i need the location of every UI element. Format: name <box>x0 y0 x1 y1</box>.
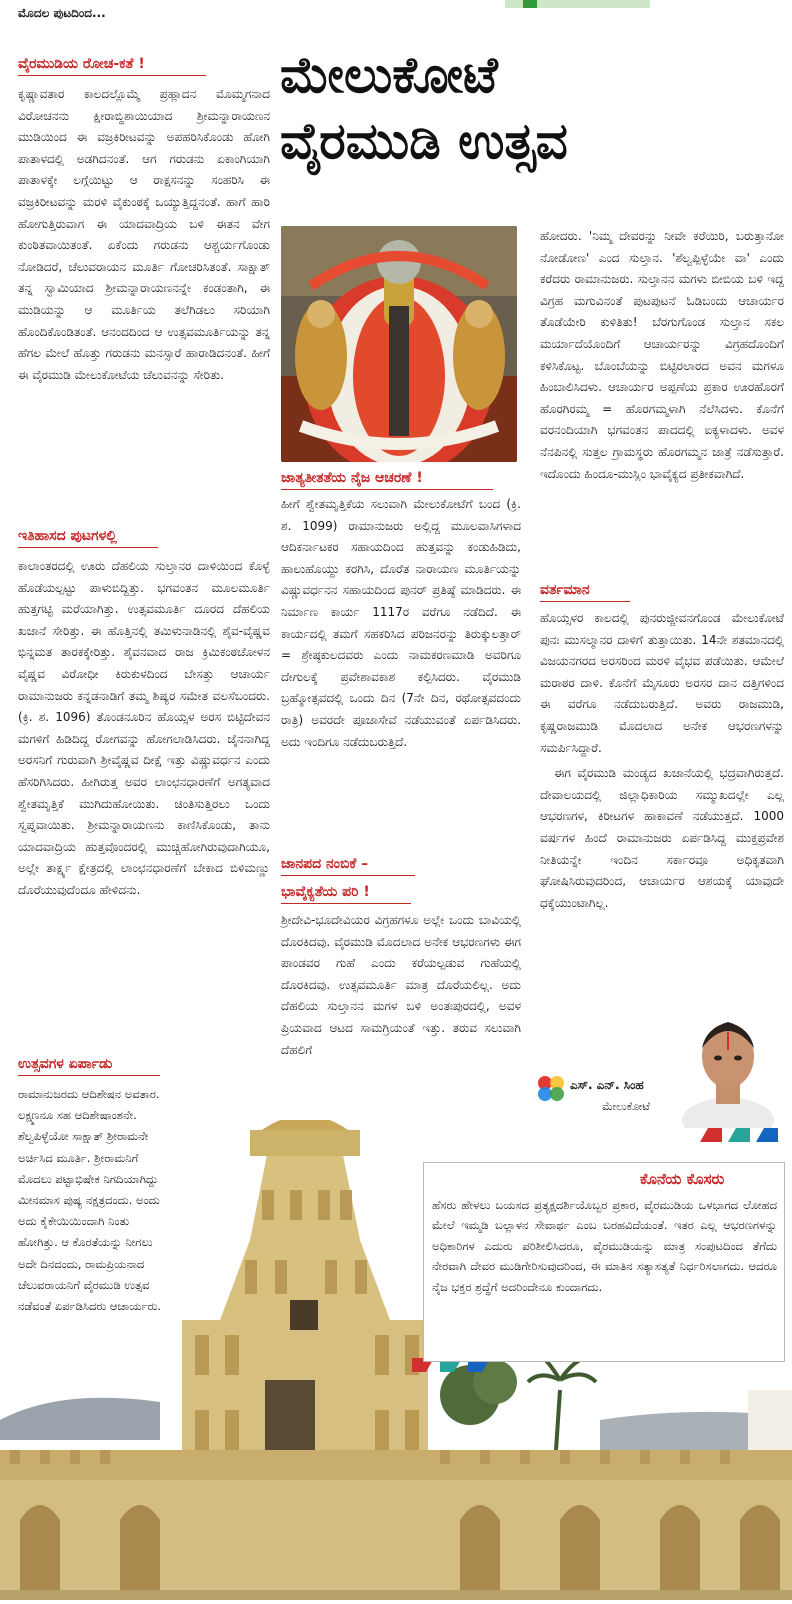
sidebar-box-text: ಹೆಸರು ಹೇಳಲು ಬಯಸದ ಪ್ರತ್ಯಕ್ಷದರ್ಶಿಯೊಬ್ಬರ ಪ್ರಕಾರ, ವೈರಮುಡಿಯ ಒಳಭಾಗದ ಲೋಹದ ಮೇಲೆ ಇಮ್ಮಡಿ ಬಲ್ಲಾಳನ ಸೇವಾರ್ಥ ಎಂಬ ಬರಹವಿದೆಯಂತೆ. ಇತರ ಎಲ್ಲ ಆಭರಣಗಳನ್ನು ಅಧಿಕಾರಿಗಳ ಎದುರು ಪರಿಶೀಲಿಸಿದರೂ, ವೈರಮುಡಿಯನ್ನು ಮಾತ್ರ ಸಂಪುಟದಿಂದ ತೆಗೆದು ನೇರವಾಗಿ ದೇವರ ಮುಡಿಗೇರಿಸುವುದರಿಂದ, ಈ ಮಾತಿನ ಸತ್ಯಾಸತ್ಯತೆ ನಿರ್ಧರಿಸಲಾಗದು. ಆದರೂ ನೈಜ ಭಕ್ತರ ಶ್ರದ್ಧೆಗೆ ಅದರಿಂದೇನೂ ಕುಂದಾಗದು. <box>432 1198 777 1294</box>
ribbon-decoration <box>700 1124 780 1142</box>
deity-photo-art <box>281 226 517 462</box>
author-location: ಮೇಲುಕೋಟೆ <box>602 1100 650 1113</box>
section-title-secular-practice: ಜಾತ್ಯತೀತತೆಯ ನೈಜ ಆಚರಣೆ ! <box>281 470 493 490</box>
deity-photo <box>281 226 517 462</box>
section-title-utsava-arrangements: ಉತ್ಸವಗಳ ಏರ್ಪಾಡು <box>18 1056 160 1076</box>
article-text-folk-belief: ಶ್ರೀದೇವಿ-ಭೂದೇವಿಯರ ವಿಗ್ರಹಗಳೂ ಅಲ್ಲೇ ಒಂದು ಬಾವಿಯಲ್ಲಿ ದೊರಕಿದವು. ವೈರಮುಡಿ ಮೊದಲಾದ ಅನೇಕ ಆಭರಣಗಳು ಈಗ ಪಾಂಡವರ ಗುಹೆ ಎಂದು ಕರೆಯಲ್ಪಡುವ ಗುಹೆಯಲ್ಲಿ ದೊರಕಿದವು. ಉತ್ಸವಮೂರ್ತಿ ಮಾತ್ರ ದೊರೆಯಲಿಲ್ಲ. ಅದು ದೆಹಲಿಯ ಸುಲ್ತಾನನ ಮಗಳ ಬಳಿ ಅಂತಃಪುರದಲ್ಲಿ, ಅವಳ ಪ್ರಿಯವಾದ ಆಟದ ಸಾಮಗ್ರಿಯಂತೆ ಇತ್ತು. ತರುವ ಸಲುವಾಗಿ ದೆಹಲಿಗೆ <box>281 913 521 1057</box>
article-text-vairamudi-story: ಕೃಷ್ಣಾವತಾರ ಕಾಲದಲ್ಲೊಮ್ಮೆ ಪ್ರಹ್ಲಾದನ ಮೊಮ್ಮಗನಾದ ವಿರೋಚನನು ಕ್ಷೀರಾಬ್ಧಿಶಾಯಿಯಾದ ಶ್ರೀಮನ್ನಾರಾಯಣನ ಮುಡಿಯಿಂದ ಈ ವಜ್ರಕಿರೀಟವನ್ನು ಅಪಹರಿಸಿಕೊಂಡು ಹೋಗಿ ಪಾತಾಳದಲ್ಲಿ ಅಡಗಿದನಂತೆ. ಆಗ ಗರುಡನು ಏಕಾಂಗಿಯಾಗಿ ಪಾತಾಳಕ್ಕೇ ಲಗ್ಗೆಯಿಟ್ಟು ಆ ರಾಕ್ಷಸನನ್ನು ಸಂಹರಿಸಿ ಈ ವಜ್ರಕಿರೀಟವನ್ನು ಮರಳಿ ವೈಕುಂಠಕ್ಕೆ ಒಯ್ಯುತ್ತಿದ್ದನಂತೆ. ಹಾಗೆ ಹಾರಿ ಹೋಗುತ್ತಿರುವಾಗ ಈ ಯಾದವಾದ್ರಿಯ ಬಳಿ ಈತನ ವೇಗ ಕುಂಠಿತವಾಯಿತಂತೆ. ಏಕೆಂದು ಗರುಡನು ಆಶ್ಚರ್ಯಗೊಂಡು ನೋಡಿದರೆ, ಚೆಲುವರಾಯನ ಮೂರ್ತಿ ಗೋಚರಿಸಿತಂತೆ. ಸಾಕ್ಷಾತ್ ತನ್ನ ಸ್ವಾಮಿಯಾದ ಶ್ರೀಮನ್ನಾರಾಯಣನನ್ನೇ ಕಂಡಂತಾಗಿ, ಈ ಮುಡಿಯನ್ನು ಆ ಮೂರ್ತಿಯ ತಲೆಗಿಡಲು ಸರಿಯಾಗಿ ಹೊಂದಿಕೊಂಡಿತಂತೆ. ಆನಂದದಿಂದ ಆ ಉತ್ಸವಮೂರ್ತಿಯನ್ನು ತನ್ನ ಹೆಗಲ ಮೇಲೆ ಹೊತ್ತು ಗರುಡನು ಮನಸ್ಸಾರೆ ಹಾರಾಡಿದನಂತೆ. ಹೀಗೆ ಈ ವೈರಮುಡಿ ಮೇಲುಕೋಟೆಯ ಚೆಲುವನನ್ನು ಸೇರಿತು. <box>18 87 270 382</box>
continued-from-label: ಮೊದಲ ಪುಟದಿಂದ... <box>18 6 106 20</box>
section-title-present-day: ವರ್ತಮಾನ <box>540 582 630 602</box>
section-title-folk-belief-line-1: ಜಾನಪದ ನಂಬಿಕೆ – <box>281 856 415 876</box>
sidebar-box-title: ಕೊನೆಯ ಕೊಸರು <box>640 1170 725 1188</box>
author-photo <box>680 1008 776 1128</box>
present-day-paragraph-1: ಹೊಯ್ಸಳರ ಕಾಲದಲ್ಲಿ ಪುನರುಜ್ಜೀವನಗೊಂಡ ಮೇಲುಕೋಟೆ ಪುನಃ ಮುಸಲ್ಮಾನರ ದಾಳಿಗೆ ತುತ್ತಾಯಿತು. 14ನೇ ಶತಮಾನದಲ್ಲಿ ವಿಜಯನಗರದ ಅರಸರಿಂದ ಮರಳಿ ವೈಭವ ಪಡೆಯಿತು. ಆಮೇಲೆ ಮರಾಠರ ದಾಳಿ. ಕೊನೆಗೆ ಮೈಸೂರು ಅರಸರ ದಾನ ದತ್ತಿಗಳಿಂದ ಈ ವರೆಗೂ ನಡೆದುಬರುತ್ತಿದೆ. ಅವರು ರಾಜಮುಡಿ, ಕೃಷ್ಣರಾಜಮುಡಿ ಮೊದಲಾದ ಅನೇಕ ಆಭರಣಗಳನ್ನು ಸಮರ್ಪಿಸಿದ್ದಾರೆ. <box>540 611 784 755</box>
article-text-continued: ಹೋದರು. 'ನಿಮ್ಮ ದೇವರನ್ನು ನೀವೇ ಕರೆಯಿರಿ, ಬರುತ್ತಾನೋ ನೋಡೋಣ' ಎಂದ ಸುಲ್ತಾನ. 'ಶೆಲ್ವಪ್ಪಿಳ್ಳೆಯೇ ವಾ' ಎಂದು ಕರೆದರು ರಾಮಾನುಜರು. ಸುಲ್ತಾನನ ಮಗಳು ಬೀಬಿಯ ಬಳಿ ಇದ್ದ ವಿಗ್ರಹ ಮಗುವಿನಂತೆ ಪುಟಪುಟನೆ ಓಡಿಬಂದು ಆಚಾರ್ಯರ ತೊಡೆಯೇರಿ ಕುಳಿತಿತು! ಬೆರಗುಗೊಂಡ ಸುಲ್ತಾನ ಸಕಲ ಮರ್ಯಾದೆಯೊಂದಿಗೆ ಆಚಾರ್ಯರನ್ನು ವಿಗ್ರಹದೊಂದಿಗೆ ಕಳಿಸಿಕೊಟ್ಟ. ಬೊಂಬೆಯನ್ನು ಬಿಟ್ಟಿರಲಾರದ ಅವನ ಮಗಳೂ ಹಿಂಬಾಲಿಸಿದಳು. ಆಚಾರ್ಯರ ಅಪ್ಪಣೆಯ ಪ್ರಕಾರ ಊರಹೊರಗೆ ಹೊರಗಿರಮ್ಮ = ಹೊರಗಮ್ಮಳಾಗಿ ನೆಲೆಸಿದಳು. ಕೊನೆಗೆ ವರನಂದಿಯಾಗಿ ಭಗವಂತನ ಪಾದದಲ್ಲಿ ಐಕ್ಯಳಾದಳು. ಅವಳ ನೆನಪಿನಲ್ಲಿ ಸುತ್ತಲ ಗ್ರಾಮಸ್ಥರು ಹೊರಗಮ್ಮನ ಜಾತ್ರೆ ನಡೆಸುತ್ತಾರೆ. ಇದೊಂದು ಹಿಂದೂ-ಮುಸ್ಲಿಂ ಭಾವೈಕ್ಯದ ಪ್ರತೀಕವಾಗಿದೆ. <box>540 229 784 481</box>
article-text-utsava-arrangements: ರಾಮಾನುಜರದು ಆದಿಶೇಷನ ಅವತಾರ. ಲಕ್ಷ್ಮಣನೂ ಸಹ ಆದಿಶೇಷಾಂಶನೇ. ಶೆಲ್ವಪಿಳ್ಳೆಯೋ ಸಾಕ್ಷಾತ್ ಶ್ರೀರಾಮನೇ ಅರ್ಚಿಸಿದ ಮೂರ್ತಿ. ಶ್ರೀರಾಮನಿಗೆ ಮೊದಲು ಪಟ್ಟಾಭಿಷೇಕ ನಿಗದಿಯಾಗಿದ್ದು ಮೀನಮಾಸ ಪುಷ್ಯ ನಕ್ಷತ್ರದಂದು. ಅಂದು ಅದು ಕೈಕೇಯಿಯಿಂದಾಗಿ ನಿಂತು ಹೋಗಿತ್ತು. ಆ ಕೊರತೆಯನ್ನು ನೀಗಲು ಅದೇ ದಿನದಂದು, ರಾಮಪ್ರಿಯನಾದ ಚೆಲುವರಾಯನಿಗೆ ವೈರಮುಡಿ ಉತ್ಸವ ನಡೆವಂತೆ ಏರ್ಪಡಿಸಿದರು ಆಚಾರ್ಯರು. <box>18 1087 161 1314</box>
author-name: ಎಸ್. ಎನ್. ಸಿಂಹ <box>570 1078 644 1092</box>
headline-line-1: ಮೇಲುಕೋಟೆ <box>280 46 498 104</box>
section-title-history: ಇತಿಹಾಸದ ಪುಟಗಳಲ್ಲಿ <box>18 528 158 548</box>
article-text-present-day <box>540 608 784 918</box>
present-day-paragraph-2: ಈಗ ವೈರಮುಡಿ ಮಂಡ್ಯದ ಖಜಾನೆಯಲ್ಲಿ ಭದ್ರವಾಗಿರುತ್ತದೆ. ದೇವಾಲಯದಲ್ಲಿ ಜಿಲ್ಲಾಧಿಕಾರಿಯ ಸಮ್ಮುಖದಲ್ಲೇ ಎಲ್ಲ ಆಭರಣಗಳ, ಕಿರೀಟಗಳ ಹಾಕಾವಣೆ ನಡೆಯುತ್ತದೆ. 1000 ವರ್ಷಗಳ ಹಿಂದೆ ರಾಮಾನುಜರು ಏರ್ಪಡಿಸಿದ್ದ ಮುಕ್ತಪ್ರವೇಶ ನೀತಿಯನ್ನೇ ಇಂದಿನ ಸರ್ಕಾರವೂ ಅಧಿಕೃತವಾಗಿ ಘೋಷಿಸಿರುವುದರಿಂದ, ಆಚಾರ್ಯರ ಆಶಯಕ್ಕೆ ಯಾವುದೇ ಧಕ್ಕೆಯುಂಟಾಗಿಲ್ಲ. <box>540 766 784 910</box>
section-title-folk-belief-line-2: ಭಾವೈಕ್ಯತೆಯ ಪರಿ ! <box>281 884 411 904</box>
masthead-strip <box>505 0 650 8</box>
newspaper-logo-icon <box>536 1074 566 1102</box>
section-title-vairamudi-story: ವೈರಮುಡಿಯ ರೋಚ-ಕತೆ ! <box>18 56 206 76</box>
article-text-history: ಕಾಲಾಂತರದಲ್ಲಿ ಊರು ದೆಹಲಿಯ ಸುಲ್ತಾನರ ದಾಳಿಯಿಂದ ಕೊಳ್ಳೆ ಹೊಡೆಯಲ್ಪಟ್ಟು ಪಾಳುಬಿದ್ದಿತ್ತು. ಭಗವಂತನ ಮೂಲಮೂರ್ತಿ ಹುತ್ತಗಟ್ಟಿ ಮರೆಯಾಗಿತ್ತು. ಉತ್ಸವಮೂರ್ತಿ ದೂರದ ದೆಹಲಿಯ ಖಜಾನೆ ಸೇರಿತ್ತು. ಈ ಹೊತ್ತಿನಲ್ಲಿ ತಮಿಳುನಾಡಿನಲ್ಲಿ ಶೈವ-ವೈಷ್ಣವ ಭಿನ್ನಮತ ತಾರಕಕ್ಕೇರಿತ್ತು. ಶೈವನವಾದ ರಾಜ ಕ್ರಿಮಿಕಂಠಚೋಳನ ವೈಷ್ಣವ ವಿರೋಧೀ ಕಿರುಕುಳದಿಂದ ಬೇಸತ್ತು ಆಚಾರ್ಯ ರಾಮಾನುಜರು ಕನ್ನಡನಾಡಿಗೆ ತಮ್ಮ ಶಿಷ್ಯರ ಸಮೇತ ವಲಸೆಬಂದರು. (ಕ್ರಿ. ಶ. 1096) ತೊಂಡನೂರಿನ ಹೊಯ್ಸಳ ಅರಸ ಬಿಟ್ಟಿದೇವನ ಮಗಳಿಗೆ ಹಿಡಿದಿದ್ದ ರೋಗವನ್ನು ಹೋಗಲಾಡಿಸಿದರು. ಜೈನನಾಗಿದ್ದ ಅರಸನಿಗೆ ಗುರುವಾಗಿ ಶ್ರೀವೈಷ್ಣವ ದೀಕ್ಷೆ ಇತ್ತು ವಿಷ್ಣುವರ್ಧನ ಎಂದು ಹೆಸರಿಗಿಸಿದರು. ಹೀಗಿರುತ್ತ ಅವರ ಲಾಂಛನಧಾರಣೆಗೆ ಅಗತ್ಯವಾದ ಶ್ವೇತಮೃತ್ತಿಕೆ ಮುಗಿದುಹೋಯಿತು. ಚಿಂತಿಸುತ್ತಿರಲು ಒಂದು ಸ್ವಪ್ನವಾಯಿತು. ಶ್ರೀಮನ್ನಾರಾಯಣನು ಕಾಣಿಸಿಕೊಂಡು, ತಾನು ಯಾದವಾದ್ರಿಯ ಹುತ್ತವೊಂದರಲ್ಲಿ ಮುಚ್ಚಿಹೋಗಿರುವುದಾಗಿಯೂ, ಅಲ್ಲೇ ತಾರ್ಕ್ಷ್ಯ ಕ್ಷೇತ್ರದಲ್ಲಿ ಲಾಂಛನಧಾರಣೆಗೆ ಬೇಕಾದ ಬಿಳಿಮಣ್ಣು ದೊರೆಯುವುದೆಂದೂ ಹೇಳಿದನು. <box>18 559 270 897</box>
page-headline <box>280 42 780 174</box>
headline-line-2: ವೈರಮುಡಿ ಉತ್ಸವ <box>280 112 568 170</box>
article-text-secular-practice: ಹೀಗೆ ಶ್ವೇತಮೃತ್ತಿಕೆಯ ಸಲುವಾಗಿ ಮೇಲುಕೋಟೆಗೆ ಬಂದ (ಕ್ರಿ. ಶ. 1099) ರಾಮಾನುಜರು ಅಲ್ಲಿದ್ದ ಮೂಲವಾಸಿಗಳಾದ ಆದಿಕರ್ನಾಟಕರ ಸಹಾಯದಿಂದ ಹುತ್ತವನ್ನು ಕಂಡುಹಿಡಿದು, ಹಾಲುಹೊಯ್ದು ಕರಗಿಸಿ, ದೊರೆತ ನಾರಾಯಣ ಮೂರ್ತಿಯನ್ನು ವಿಷ್ಣುವರ್ಧನನ ಸಹಾಯದಿಂದ ಪುನರ್ ಪ್ರತಿಷ್ಠೆ ಮಾಡಿದರು. ಈ ನಿರ್ಮಾಣ ಕಾರ್ಯ 1117ರ ವರೆಗೂ ನಡೆದಿದೆ. ಈ ಕಾರ್ಯದಲ್ಲಿ ತಮಗೆ ಸಹಕರಿಸಿದ ಪರಿಜನರನ್ನು ತಿರುಕ್ಕುಲತ್ತಾರ್ = ಶ್ರೇಷ್ಠಕುಲದವರು ಎಂದು ನಾಮಕರಣಮಾಡಿ ಅವರಿಗೂ ದೇಗುಲಕ್ಕೆ ಪ್ರವೇಶಾವಕಾಶ ಕಲ್ಪಿಸಿದರು. ವೈರಮುಡಿ ಬ್ರಹ್ಮೋತ್ಸವದಲ್ಲಿ ಒಂದು ದಿನ (7ನೇ ದಿನ, ರಥೋತ್ಸವದಂದು ರಾತ್ರಿ) ಅವರದೇ ಪೂಜಾಸೇವೆ ನಡೆಯುವಂತೆ ಏರ್ಪಡಿಸಿದರು. ಅದು ಇಂದಿಗೂ ನಡೆದುಬರುತ್ತಿದೆ. <box>281 497 521 749</box>
